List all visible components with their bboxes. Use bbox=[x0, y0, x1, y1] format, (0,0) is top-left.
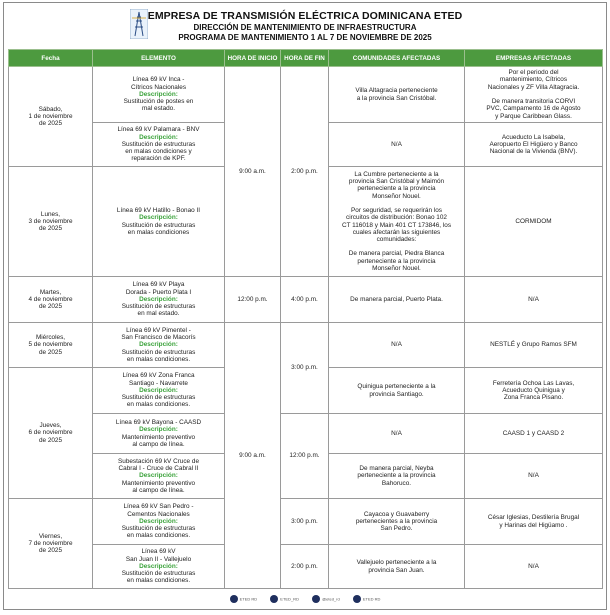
date-text: Sábado, 1 de noviembre de 2025 bbox=[28, 105, 73, 128]
description-text: Sustitución de estructuras en malas condiciones. bbox=[121, 348, 196, 363]
social-youtube[interactable] bbox=[353, 595, 381, 603]
date-cell bbox=[9, 323, 93, 368]
facebook-icon bbox=[230, 595, 238, 603]
companies-cell: César Iglesias, Destilería Brugal y Harinas del Higüamo . bbox=[465, 499, 603, 545]
communities-cell: N/A bbox=[329, 123, 465, 167]
date-text: Martes, 4 de noviembre de 2025 bbox=[28, 288, 73, 311]
description-label: Descripción: bbox=[139, 133, 178, 141]
element-cell bbox=[93, 545, 225, 589]
companies-cell: CAASD 1 y CAASD 2 bbox=[465, 414, 603, 454]
date-cell bbox=[9, 167, 93, 277]
column-header-end-time: HORA DE FIN bbox=[281, 50, 329, 67]
document-header bbox=[4, 3, 606, 47]
element-cell bbox=[93, 368, 225, 414]
social-x[interactable] bbox=[270, 595, 299, 603]
maintenance-schedule-table bbox=[8, 49, 603, 589]
communities-cell: De manera parcial, Puerto Plata. bbox=[329, 277, 465, 323]
column-header-companies: EMPRESAS AFECTADAS bbox=[465, 50, 603, 67]
description-text: Mantenimiento preventivo al campo de línea. bbox=[121, 433, 196, 448]
date-text: Viernes, 7 de noviembre de 2025 bbox=[28, 532, 73, 555]
department-subtitle: DIRECCIÓN DE MANTENIMIENTO DE INFRAESTRUCTURA bbox=[193, 23, 417, 32]
end-time-cell: 3:00 p.m. bbox=[281, 323, 329, 414]
communities-cell: Cayacoa y Guavaberry pertenecientes a la provincia San Pedro. bbox=[329, 499, 465, 545]
date-text: Lunes, 3 de noviembre de 2025 bbox=[28, 210, 73, 233]
communities-cell: Villa Altagracia perteneciente a la provincia San Cristóbal. bbox=[329, 67, 465, 123]
end-time-cell: 4:00 p.m. bbox=[281, 277, 329, 323]
communities-cell: Quinigua perteneciente a la provincia Santiago. bbox=[329, 368, 465, 414]
description-label: Descripción: bbox=[139, 214, 178, 222]
column-header-element: ELEMENTO bbox=[93, 50, 225, 67]
column-header-start-time: HORA DE INICIO bbox=[225, 50, 281, 67]
date-cell bbox=[9, 67, 93, 167]
document-page bbox=[3, 2, 607, 610]
description-text: Sustitución de postes en mal estado. bbox=[123, 98, 194, 113]
table-row bbox=[9, 323, 603, 368]
element-name: Línea 69 kV Zona Franca Santiago - Navarrete bbox=[122, 372, 195, 387]
communities-cell: N/A bbox=[329, 323, 465, 368]
end-time-cell: 12:00 p.m. bbox=[281, 414, 329, 499]
company-title: EMPRESA DE TRANSMISIÓN ELÉCTRICA DOMINICANA ETED bbox=[147, 10, 463, 22]
social-handle: @eted_rd bbox=[322, 596, 340, 602]
end-time-cell: 2:00 p.m. bbox=[281, 67, 329, 277]
end-time-cell: 2:00 p.m. bbox=[281, 545, 329, 589]
table-row bbox=[9, 545, 603, 589]
table-row bbox=[9, 499, 603, 545]
element-cell bbox=[93, 414, 225, 454]
communities-cell: N/A bbox=[329, 414, 465, 454]
companies-cell: N/A bbox=[465, 277, 603, 323]
element-cell bbox=[93, 499, 225, 545]
element-cell bbox=[93, 277, 225, 323]
element-name: Línea 69 kV Palamara - BNV bbox=[117, 126, 200, 134]
date-text: Jueves, 6 de noviembre de 2025 bbox=[28, 422, 73, 444]
companies-cell: Ferretería Ochoa Las Lavas, Acueducto Quinigua y Zona Franca Pisano. bbox=[465, 368, 603, 414]
element-cell bbox=[93, 167, 225, 277]
communities-cell: De manera parcial, Neyba perteneciente a la provincia Bahoruco. bbox=[329, 454, 465, 499]
element-name: Línea 69 kV Bayona - CAASD bbox=[115, 419, 202, 427]
description-text: Sustitución de estructuras en mal estado. bbox=[121, 303, 196, 318]
description-label: Descripción: bbox=[139, 517, 178, 525]
description-label: Descripción: bbox=[139, 562, 178, 570]
date-cell bbox=[9, 277, 93, 323]
social-instagram[interactable] bbox=[312, 595, 340, 603]
social-footer bbox=[4, 595, 606, 607]
description-label: Descripción: bbox=[139, 295, 178, 303]
communities-cell: Vallejuelo perteneciente a la provincia San Juan. bbox=[329, 545, 465, 589]
social-handle: ETED RD bbox=[239, 596, 258, 602]
element-cell bbox=[93, 454, 225, 499]
companies-cell: N/A bbox=[465, 545, 603, 589]
element-cell bbox=[93, 323, 225, 368]
description-text: Sustitución de estructuras en malas condiciones. bbox=[121, 394, 196, 409]
description-label: Descripción: bbox=[139, 472, 178, 480]
element-name: Línea 69 kV San Pedro - Cementos Nacionales bbox=[123, 503, 194, 518]
social-facebook[interactable] bbox=[230, 595, 258, 603]
element-name: Subestación 69 kV Cruce de Cabral I - Cruce de Cabral II bbox=[118, 457, 199, 473]
companies-cell: Acueducto La Isabela, Aeropuerto El Higüero y Banco Nacional de la Vivienda (BNV). bbox=[465, 123, 603, 167]
table-header-row bbox=[9, 50, 603, 67]
youtube-icon bbox=[353, 595, 361, 603]
x-icon bbox=[270, 595, 278, 603]
column-header-date: Fecha bbox=[9, 50, 93, 67]
table-row bbox=[9, 414, 603, 454]
start-time-cell: 9:00 a.m. bbox=[225, 67, 281, 277]
date-text: Miércoles, 5 de noviembre de 2025 bbox=[28, 334, 73, 356]
start-time-cell: 12:00 p.m. bbox=[225, 277, 281, 323]
element-name: Línea 69 kV Pimentel - San Francisco de Macorís bbox=[121, 326, 196, 342]
date-cell bbox=[9, 499, 93, 589]
companies-cell: N/A bbox=[465, 454, 603, 499]
program-title: PROGRAMA DE MANTENIMIENTO 1 AL 7 DE NOVIEMBRE DE 2025 bbox=[178, 33, 432, 42]
description-label: Descripción: bbox=[139, 341, 178, 349]
companies-cell: Por el periodo del mantenimiento, Cítricos Nacionales y ZF Villa Altagracia. De manera transitoria CORVI PVC, Campamento 16 de Agosto y Parque Caribbean Glass. bbox=[465, 67, 603, 123]
description-text: Mantenimiento preventivo al campo de línea. bbox=[121, 479, 196, 494]
description-text: Sustitución de estructuras en malas condiciones. bbox=[121, 525, 196, 540]
instagram-icon bbox=[312, 595, 320, 603]
description-text: Sustitución de estructuras en malas condiciones. bbox=[121, 570, 196, 585]
element-cell bbox=[93, 123, 225, 167]
table-row bbox=[9, 67, 603, 123]
element-name: Línea 69 kV Inca - Cítricos Nacionales bbox=[130, 76, 187, 91]
companies-cell: CORMIDOM bbox=[465, 167, 603, 277]
element-name: Línea 69 kV San Juan II - Vallejuelo bbox=[125, 548, 192, 563]
description-label: Descripción: bbox=[139, 426, 178, 434]
social-handle: ETED RD bbox=[362, 596, 381, 602]
companies-cell: NESTLÉ y Grupo Ramos SFM bbox=[465, 323, 603, 368]
column-header-communities: COMUNIDADES AFECTADAS bbox=[329, 50, 465, 67]
social-handle: ETED_RD bbox=[280, 596, 299, 602]
description-label: Descripción: bbox=[139, 386, 178, 394]
element-name: Línea 69 kV Playa Dorada - Puerto Plata I bbox=[125, 281, 192, 296]
start-time-cell: 9:00 a.m. bbox=[225, 323, 281, 589]
element-name: Línea 69 kV Hatillo - Bonao II bbox=[116, 207, 201, 215]
description-text: Sustitución de estructuras en malas condiciones y reparación de KPF. bbox=[121, 140, 196, 163]
description-text: Sustitución de estructuras en malas condiciones bbox=[121, 221, 196, 236]
end-time-cell: 3:00 p.m. bbox=[281, 499, 329, 545]
date-cell bbox=[9, 368, 93, 499]
element-cell bbox=[93, 67, 225, 123]
description-label: Descripción: bbox=[139, 90, 178, 98]
table-row bbox=[9, 277, 603, 323]
communities-cell: La Cumbre perteneciente a la provincia San Cristóbal y Maimón perteneciente a la provincia Monseñor Nouel. Por seguridad, se requerirán los circuitos de distribución: Bonao 102 CT 116018 y Main 401 CT 173846, los cuales afectarán las siguientes comunidades: De manera parcial, Piedra Blanca perteneciente a la provincia Monseñor Nouel. bbox=[329, 167, 465, 277]
